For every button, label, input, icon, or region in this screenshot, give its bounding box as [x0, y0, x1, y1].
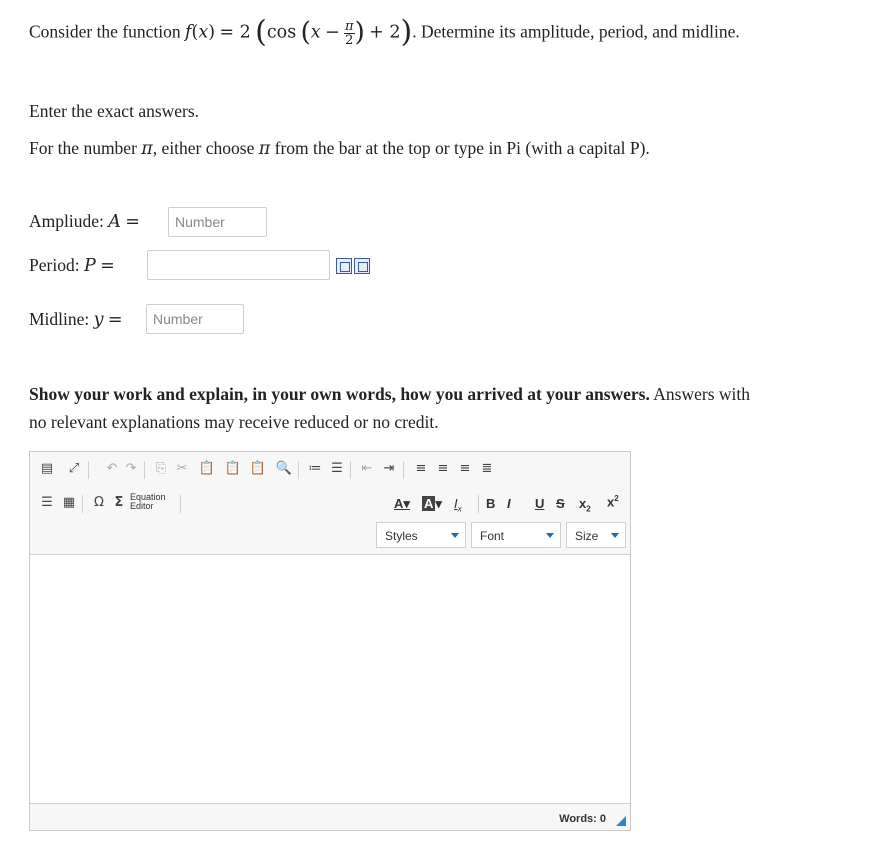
- instruction-exact: Enter the exact answers.: [29, 101, 200, 121]
- equation-editor-icon[interactable]: Σ: [114, 495, 124, 510]
- special-char-icon[interactable]: Ω: [94, 495, 104, 510]
- source-icon[interactable]: ▤: [40, 461, 54, 476]
- syntax-help-icon[interactable]: [354, 258, 370, 274]
- bold-button[interactable]: B: [486, 496, 496, 511]
- bg-color-button[interactable]: A ▾: [424, 496, 442, 511]
- work-instructions: Show your work and explain, in your own words, how you arrived at your answers. Answers with: [29, 384, 750, 404]
- copy-icon[interactable]: ⎘: [155, 461, 167, 476]
- editor-status-bar: [30, 803, 630, 830]
- align-center-icon[interactable]: ≡: [437, 461, 449, 476]
- word-count: Words: 0: [559, 813, 606, 825]
- subscript-button[interactable]: $x_2$: [579, 496, 591, 514]
- outdent-icon[interactable]: ⇤: [361, 461, 373, 476]
- undo-icon[interactable]: ↶: [106, 461, 118, 476]
- find-icon[interactable]: 🔍: [275, 461, 293, 476]
- strikethrough-button[interactable]: S: [556, 496, 565, 511]
- size-dropdown[interactable]: Size: [566, 522, 626, 548]
- instruction-pi: For the number π, either choose π from the bar at the top or type in Pi (with a capital P).: [29, 138, 650, 159]
- superscript-button[interactable]: $x^2$: [607, 494, 619, 510]
- horizontal-line-icon[interactable]: ☰: [41, 495, 53, 510]
- align-left-icon[interactable]: ≡: [415, 461, 427, 476]
- cut-icon[interactable]: ✂: [176, 461, 188, 476]
- equation-editor-button[interactable]: Equation Editor: [130, 492, 166, 511]
- midline-input[interactable]: Number: [146, 304, 244, 334]
- period-label: Period: P =: [29, 255, 115, 276]
- preview-icon[interactable]: [336, 258, 352, 274]
- justify-icon[interactable]: ≣: [481, 461, 493, 476]
- italic-button[interactable]: I: [507, 496, 511, 511]
- paste-text-icon[interactable]: 📋: [224, 461, 242, 476]
- align-right-icon[interactable]: ≡: [459, 461, 471, 476]
- font-dropdown[interactable]: Font: [471, 522, 561, 548]
- styles-dropdown[interactable]: Styles: [376, 522, 466, 548]
- numbered-list-icon[interactable]: ≔: [308, 461, 322, 476]
- midline-label: Midline: y =: [29, 309, 123, 330]
- amplitude-label: Ampliude: A =: [29, 211, 140, 232]
- resize-handle-icon[interactable]: [616, 816, 626, 826]
- paste-icon[interactable]: 📋: [198, 461, 216, 476]
- work-instructions-2: no relevant explanations may receive reduced or no credit.: [29, 412, 439, 432]
- redo-icon[interactable]: ↷: [125, 461, 137, 476]
- period-input[interactable]: [147, 250, 330, 280]
- bulleted-list-icon[interactable]: ☰: [331, 461, 343, 476]
- indent-icon[interactable]: ⇥: [383, 461, 395, 476]
- pi-over-2-fraction: $\frac{\pi}{2}$: [345, 19, 354, 48]
- editor-toolbar: [30, 452, 630, 555]
- amplitude-input[interactable]: Number: [168, 207, 267, 237]
- maximize-icon[interactable]: ⤢: [68, 461, 80, 476]
- rich-text-editor[interactable]: [29, 451, 631, 831]
- text-color-button[interactable]: A▾: [394, 496, 410, 511]
- editor-content-area[interactable]: [30, 555, 630, 805]
- underline-button[interactable]: U: [535, 496, 545, 511]
- paste-word-icon[interactable]: 📋: [249, 461, 267, 476]
- remove-format-button[interactable]: $I_x$: [454, 496, 462, 514]
- table-icon[interactable]: ▦: [62, 495, 76, 510]
- question-text: Consider the function f(x) = 2 (cos (x − $\frac{\pi}{2}$ ) + 2). Determine its amplitude, period, and midline.: [29, 14, 740, 50]
